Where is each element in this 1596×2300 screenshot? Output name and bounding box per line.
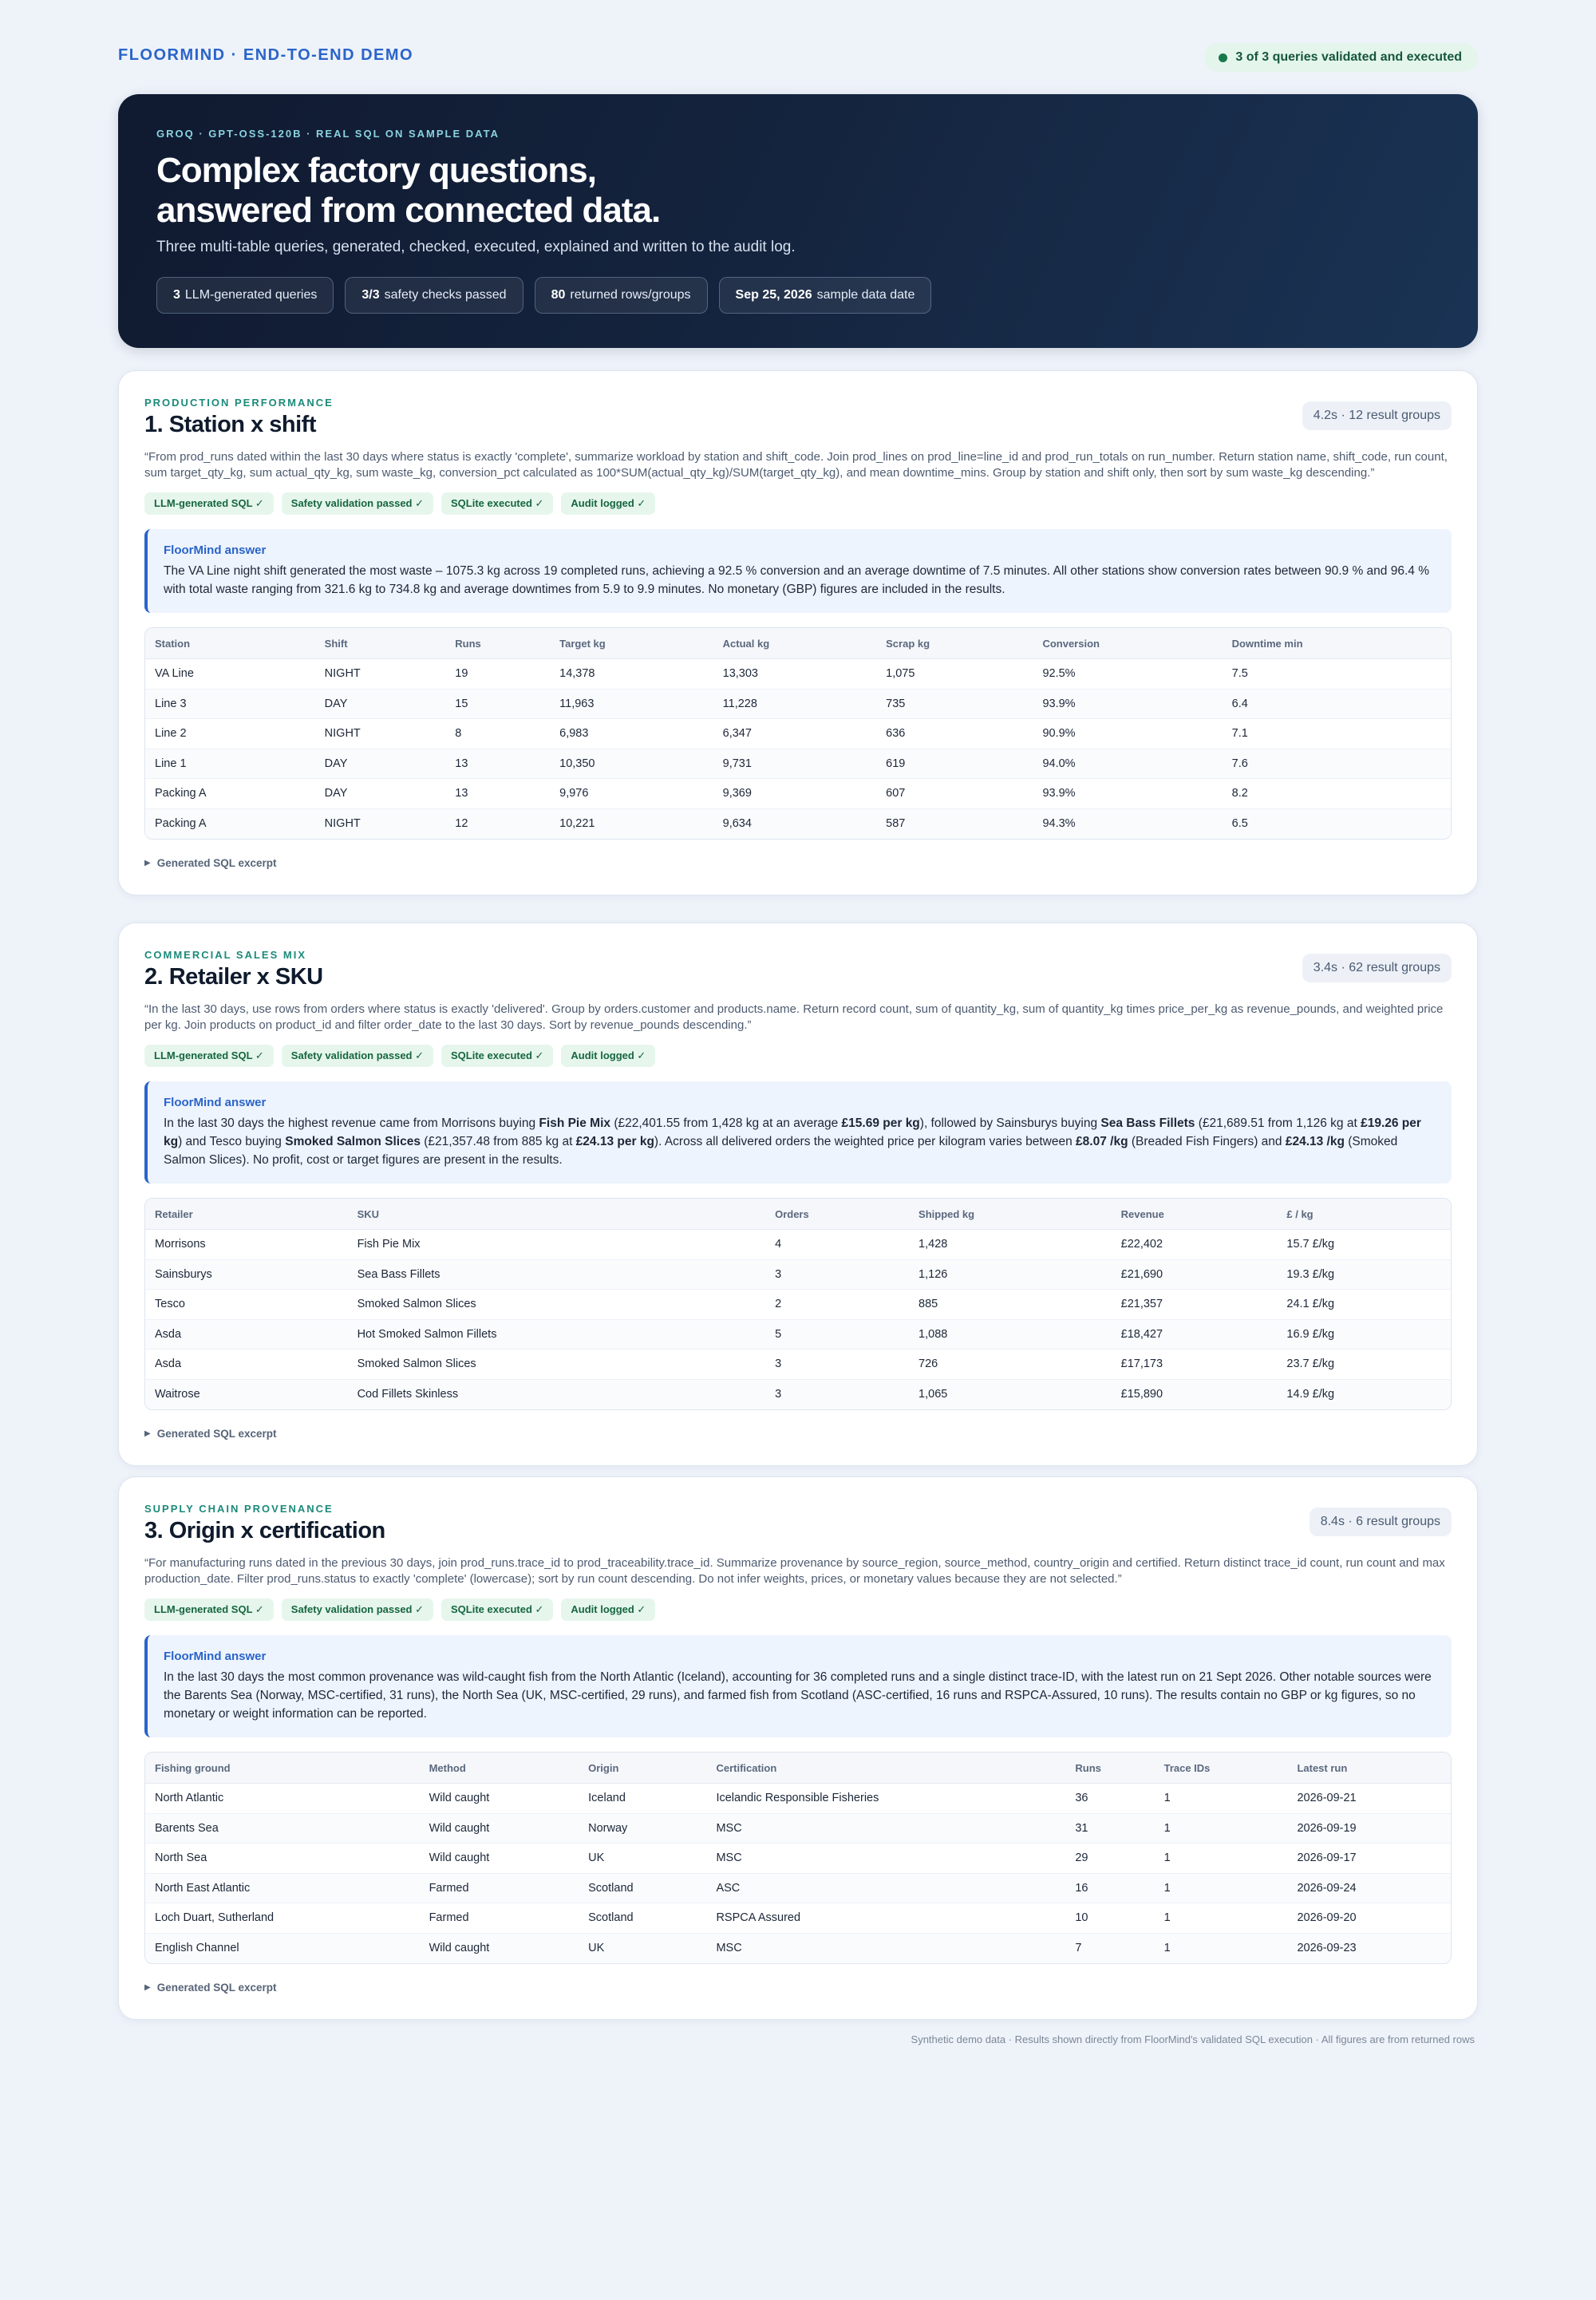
sql-excerpt-label: Generated SQL excerpt xyxy=(156,1982,277,1994)
answer-text xyxy=(164,562,1436,599)
column-header-retailer: Retailer xyxy=(145,1199,348,1230)
caret-right-icon: ▶ xyxy=(144,859,151,867)
table-cell: 1 xyxy=(1155,1934,1288,1964)
hero-stat-chips xyxy=(156,277,1440,314)
table-cell: 16.9 £/kg xyxy=(1277,1320,1451,1350)
pipeline-badges xyxy=(144,1045,1452,1067)
table-cell: Hot Smoked Salmon Fillets xyxy=(348,1320,766,1350)
table-cell: Wild caught xyxy=(420,1814,579,1844)
card-title: 1. Station x shift xyxy=(144,412,316,437)
hero-eyebrow: GROQ · GPT-OSS-120B · REAL SQL ON SAMPLE DATA xyxy=(156,128,500,140)
table-cell: 3 xyxy=(765,1260,909,1290)
table-cell: £21,690 xyxy=(1112,1260,1278,1290)
answer-segment: (£21,689.51 from 1,126 kg at xyxy=(1195,1116,1361,1130)
stat-chip-queries xyxy=(156,277,334,314)
table-cell: 13 xyxy=(445,779,550,809)
table-cell: 14,378 xyxy=(550,659,713,690)
pipeline-badges xyxy=(144,1599,1452,1621)
query-card-2 xyxy=(118,923,1478,1466)
table-row xyxy=(145,809,1451,840)
table-cell: Sea Bass Fillets xyxy=(348,1260,766,1290)
answer-title: FloorMind answer xyxy=(164,1096,267,1109)
answer-highlight: £8.07 /kg xyxy=(1076,1135,1128,1148)
table-row xyxy=(145,779,1451,809)
table-cell: MSC xyxy=(706,1934,1065,1964)
pipeline-badge-3: SQLite executed ✓ xyxy=(441,1599,553,1621)
table-cell: 10,221 xyxy=(550,809,713,840)
table-cell: 36 xyxy=(1065,1784,1154,1814)
table-cell: 735 xyxy=(876,690,1033,720)
answer-highlight: £24.13 per kg xyxy=(575,1135,654,1148)
table-cell: NIGHT xyxy=(315,809,446,840)
table-cell: 7 xyxy=(1065,1934,1154,1964)
table-cell: Iceland xyxy=(579,1784,706,1814)
table-cell: 1,126 xyxy=(909,1260,1112,1290)
query-prompt: “In the last 30 days, use rows from orders where status is exactly 'delivered'. Group by orders.customer and products.name. Return record count, sum of quantity_kg, sum of quantity_kg times price_per_kg as revenue_pounds, and weighted price per kg. Join products on product_id and filter order_date to the last 30 days. Sort by revenue_pounds descending.” xyxy=(144,1002,1444,1032)
answer-segment: In the last 30 days the highest revenue came from Morrisons buying xyxy=(164,1116,539,1130)
column-header-actual-kg: Actual kg xyxy=(713,628,877,659)
table-cell: North Sea xyxy=(145,1844,420,1874)
table-cell: 9,634 xyxy=(713,809,877,840)
pipeline-badge-4: Audit logged ✓ xyxy=(561,1045,655,1067)
table-cell: 14.9 £/kg xyxy=(1277,1380,1451,1410)
table-cell: Line 3 xyxy=(145,690,315,720)
table-row xyxy=(145,1230,1451,1260)
table-row xyxy=(145,1380,1451,1410)
query-prompt: “For manufacturing runs dated in the previous 30 days, join prod_runs.trace_id to prod_traceability.trace_id. Summarize provenance by source_region, source_method, country_origin and certified. Return distinct trace_id count, run count and max production_date. Filter prod_runs.status to exactly 'complete' (lowercase); sort by run count descending. Do not infer weights, prices, or monetary values because they are not selected.” xyxy=(144,1556,1445,1586)
answer-segment: The VA Line night shift generated the most waste – 1075.3 kg across 19 completed runs, achieving a 92.5 % conversion and an average downtime of 7.5 minutes. All other stations show conversion rates between 90.9 % and 96.4 % with total waste ranging from 321.6 kg to 734.8 kg and average downtimes from 5.9 to 9.9 minutes. No monetary (GBP) figures are included in the results. xyxy=(164,564,1429,596)
table-cell: £21,357 xyxy=(1112,1290,1278,1320)
table-cell: Asda xyxy=(145,1350,348,1380)
table-header-row xyxy=(145,1199,1451,1230)
answer-title: FloorMind answer xyxy=(164,543,267,557)
hero-subtitle: Three multi-table queries, generated, checked, executed, explained and written to the audit log. xyxy=(156,239,796,255)
table-cell: 9,731 xyxy=(713,749,877,780)
table-cell: 636 xyxy=(876,719,1033,749)
answer-panel xyxy=(144,1081,1452,1184)
table-cell: Cod Fillets Skinless xyxy=(348,1380,766,1410)
table-cell: 94.3% xyxy=(1033,809,1222,840)
table-cell: 2026-09-24 xyxy=(1287,1874,1451,1904)
table-cell: Morrisons xyxy=(145,1230,348,1260)
table-row xyxy=(145,1844,1451,1874)
table-cell: 607 xyxy=(876,779,1033,809)
table-cell: Waitrose xyxy=(145,1380,348,1410)
table-cell: Sainsburys xyxy=(145,1260,348,1290)
table-cell: Smoked Salmon Slices xyxy=(348,1350,766,1380)
answer-highlight: £24.13 /kg xyxy=(1285,1135,1345,1148)
table-row xyxy=(145,1934,1451,1964)
results-table xyxy=(144,1198,1452,1410)
table-cell: 94.0% xyxy=(1033,749,1222,780)
table-cell: 1,075 xyxy=(876,659,1033,690)
answer-title: FloorMind answer xyxy=(164,1650,267,1663)
answer-segment: (£21,357.48 from 885 kg at xyxy=(420,1135,576,1148)
answer-segment: (Smoked Salmon Slices). No profit, cost or target figures are present in the results. xyxy=(164,1135,1398,1167)
table-cell: 10,350 xyxy=(550,749,713,780)
table-cell: 1 xyxy=(1155,1844,1288,1874)
table-cell: Loch Duart, Sutherland xyxy=(145,1903,420,1934)
column-header-downtime-min: Downtime min xyxy=(1223,628,1451,659)
column-header-sku: SKU xyxy=(348,1199,766,1230)
table-cell: 23.7 £/kg xyxy=(1277,1350,1451,1380)
answer-highlight: Smoked Salmon Slices xyxy=(285,1135,421,1148)
pipeline-badge-2: Safety validation passed ✓ xyxy=(282,1599,433,1621)
table-cell: NIGHT xyxy=(315,719,446,749)
table-cell: 11,963 xyxy=(550,690,713,720)
table-cell: 4 xyxy=(765,1230,909,1260)
pipeline-badge-1: LLM-generated SQL ✓ xyxy=(144,1599,274,1621)
table-cell: Barents Sea xyxy=(145,1814,420,1844)
stat-chip-rows xyxy=(535,277,708,314)
table-cell: English Channel xyxy=(145,1934,420,1964)
column-header-revenue: Revenue xyxy=(1112,1199,1278,1230)
column-header-conversion: Conversion xyxy=(1033,628,1222,659)
status-text: 3 of 3 queries validated and executed xyxy=(1235,50,1462,64)
column-header-certification: Certification xyxy=(706,1753,1065,1784)
table-cell: 7.1 xyxy=(1223,719,1451,749)
table-cell: 8 xyxy=(445,719,550,749)
table-cell: MSC xyxy=(706,1844,1065,1874)
table-cell: DAY xyxy=(315,779,446,809)
table-cell: 1,428 xyxy=(909,1230,1112,1260)
table-cell: 15.7 £/kg xyxy=(1277,1230,1451,1260)
answer-highlight: £15.69 per kg xyxy=(841,1116,920,1130)
table-cell: 90.9% xyxy=(1033,719,1222,749)
answer-segment: In the last 30 days the most common provenance was wild-caught fish from the North Atlantic (Iceland), accounting for 36 completed runs and a single distinct trace-ID, with the latest run on 21 Sept 2026. Other notable sources were the Barents Sea (Norway, MSC-certified, 31 runs), the North Sea (UK, MSC-certified, 29 runs), and farmed fish from Scotland (ASC-certified, 16 runs and RSPCA-Assured, 10 runs). The results contain no GBP or kg figures, so no monetary or weight information can be reported. xyxy=(164,1670,1432,1721)
table-cell: UK xyxy=(579,1844,706,1874)
column-header-shift: Shift xyxy=(315,628,446,659)
table-cell: Scotland xyxy=(579,1903,706,1934)
table-cell: £15,890 xyxy=(1112,1380,1278,1410)
table-cell: Wild caught xyxy=(420,1934,579,1964)
table-cell: Line 2 xyxy=(145,719,315,749)
table-cell: 7.5 xyxy=(1223,659,1451,690)
table-cell: 13,303 xyxy=(713,659,877,690)
status-dot-icon xyxy=(1219,53,1227,62)
table-cell: Scotland xyxy=(579,1874,706,1904)
table-cell: 1 xyxy=(1155,1784,1288,1814)
results-table xyxy=(144,1752,1452,1964)
column-header-trace-ids: Trace IDs xyxy=(1155,1753,1288,1784)
pipeline-badge-2: Safety validation passed ✓ xyxy=(282,1045,433,1067)
table-cell: 9,976 xyxy=(550,779,713,809)
column-header-scrap-kg: Scrap kg xyxy=(876,628,1033,659)
chip-label: safety checks passed xyxy=(384,288,507,302)
column-header-kg: £ / kg xyxy=(1277,1199,1451,1230)
table-cell: Packing A xyxy=(145,779,315,809)
stat-chip-date xyxy=(719,277,932,314)
column-header-fishing-ground: Fishing ground xyxy=(145,1753,420,1784)
table-cell: 15 xyxy=(445,690,550,720)
table-cell: 2026-09-21 xyxy=(1287,1784,1451,1814)
answer-segment: ), followed by Sainsburys buying xyxy=(919,1116,1101,1130)
caret-right-icon: ▶ xyxy=(144,1429,151,1438)
card-eyebrow: COMMERCIAL SALES MIX xyxy=(144,949,306,961)
pipeline-badge-4: Audit logged ✓ xyxy=(561,1599,655,1621)
results-table xyxy=(144,627,1452,840)
table-cell: £18,427 xyxy=(1112,1320,1278,1350)
card-title: 3. Origin x certification xyxy=(144,1518,385,1543)
table-cell: Line 1 xyxy=(145,749,315,780)
card-eyebrow: PRODUCTION PERFORMANCE xyxy=(144,397,334,409)
chip-value: 80 xyxy=(551,288,566,302)
table-cell: 7.6 xyxy=(1223,749,1451,780)
table-cell: North Atlantic xyxy=(145,1784,420,1814)
sql-excerpt-toggle[interactable] xyxy=(144,857,1452,869)
answer-text xyxy=(164,1668,1436,1723)
sql-excerpt-toggle[interactable] xyxy=(144,1428,1452,1440)
table-cell: 726 xyxy=(909,1350,1112,1380)
table-row xyxy=(145,1874,1451,1904)
pipeline-badges xyxy=(144,492,1452,515)
table-cell: 1 xyxy=(1155,1903,1288,1934)
table-cell: Farmed xyxy=(420,1874,579,1904)
table-cell: 31 xyxy=(1065,1814,1154,1844)
stat-chip-safety xyxy=(345,277,523,314)
table-cell: 3 xyxy=(765,1380,909,1410)
chip-value: Sep 25, 2026 xyxy=(735,288,812,302)
chip-value: 3 xyxy=(173,288,180,302)
chip-label: LLM-generated queries xyxy=(184,288,318,302)
column-header-station: Station xyxy=(145,628,315,659)
table-cell: 3 xyxy=(765,1350,909,1380)
table-cell: 6.5 xyxy=(1223,809,1451,840)
table-cell: 13 xyxy=(445,749,550,780)
column-header-orders: Orders xyxy=(765,1199,909,1230)
table-cell: North East Atlantic xyxy=(145,1874,420,1904)
table-cell: 11,228 xyxy=(713,690,877,720)
card-eyebrow: SUPPLY CHAIN PROVENANCE xyxy=(144,1503,334,1515)
pipeline-badge-4: Audit logged ✓ xyxy=(561,492,655,515)
answer-highlight: Sea Bass Fillets xyxy=(1100,1116,1195,1130)
answer-panel xyxy=(144,529,1452,613)
answer-segment: (£22,401.55 from 1,428 kg at an average xyxy=(610,1116,842,1130)
table-cell: MSC xyxy=(706,1814,1065,1844)
table-cell: 1,065 xyxy=(909,1380,1112,1410)
table-row xyxy=(145,1814,1451,1844)
sql-excerpt-label: Generated SQL excerpt xyxy=(156,1428,277,1440)
table-cell: 93.9% xyxy=(1033,690,1222,720)
timing-badge: 4.2s · 12 result groups xyxy=(1302,401,1452,430)
table-cell: 885 xyxy=(909,1290,1112,1320)
table-row xyxy=(145,1320,1451,1350)
table-cell: Smoked Salmon Slices xyxy=(348,1290,766,1320)
table-cell: RSPCA Assured xyxy=(706,1903,1065,1934)
table-cell: ASC xyxy=(706,1874,1065,1904)
timing-badge: 8.4s · 6 result groups xyxy=(1310,1508,1452,1536)
query-card-3 xyxy=(118,1476,1478,2020)
table-cell: DAY xyxy=(315,690,446,720)
table-cell: 2026-09-23 xyxy=(1287,1934,1451,1964)
table-cell: Icelandic Responsible Fisheries xyxy=(706,1784,1065,1814)
table-row xyxy=(145,1260,1451,1290)
column-header-method: Method xyxy=(420,1753,579,1784)
chip-value: 3/3 xyxy=(361,288,380,302)
table-cell: 16 xyxy=(1065,1874,1154,1904)
table-cell: 2026-09-20 xyxy=(1287,1903,1451,1934)
pipeline-badge-3: SQLite executed ✓ xyxy=(441,1045,553,1067)
hero-banner xyxy=(118,94,1478,348)
pipeline-badge-3: SQLite executed ✓ xyxy=(441,492,553,515)
table-cell: 5 xyxy=(765,1320,909,1350)
table-cell: Norway xyxy=(579,1814,706,1844)
answer-segment: (Breaded Fish Fingers) and xyxy=(1128,1135,1286,1148)
table-cell: UK xyxy=(579,1934,706,1964)
caret-right-icon: ▶ xyxy=(144,1983,151,1992)
table-row xyxy=(145,690,1451,720)
table-cell: £22,402 xyxy=(1112,1230,1278,1260)
chip-label: sample data date xyxy=(816,288,915,302)
table-cell: Fish Pie Mix xyxy=(348,1230,766,1260)
table-header-row xyxy=(145,1753,1451,1784)
answer-highlight: £19.26 per kg xyxy=(164,1116,1421,1148)
table-cell: 6,347 xyxy=(713,719,877,749)
table-cell: 6,983 xyxy=(550,719,713,749)
column-header-origin: Origin xyxy=(579,1753,706,1784)
sql-excerpt-label: Generated SQL excerpt xyxy=(156,857,277,869)
pipeline-badge-2: Safety validation passed ✓ xyxy=(282,492,433,515)
table-cell: 1 xyxy=(1155,1814,1288,1844)
table-cell: Tesco xyxy=(145,1290,348,1320)
hero-title-line-2: answered from connected data. xyxy=(156,191,661,230)
table-cell: 24.1 £/kg xyxy=(1277,1290,1451,1320)
table-cell: 92.5% xyxy=(1033,659,1222,690)
table-cell: 2026-09-17 xyxy=(1287,1844,1451,1874)
answer-text xyxy=(164,1114,1436,1169)
table-cell: VA Line xyxy=(145,659,315,690)
table-row xyxy=(145,1290,1451,1320)
timing-badge: 3.4s · 62 result groups xyxy=(1302,954,1452,982)
table-cell: 29 xyxy=(1065,1844,1154,1874)
table-cell: 619 xyxy=(876,749,1033,780)
table-row xyxy=(145,1350,1451,1380)
table-cell: 2 xyxy=(765,1290,909,1320)
footer-note: Synthetic demo data · Results shown directly from FloorMind's validated SQL execution · All figures are from returned rows xyxy=(911,2033,1475,2045)
answer-highlight: Fish Pie Mix xyxy=(539,1116,611,1130)
answer-panel xyxy=(144,1635,1452,1737)
table-cell: NIGHT xyxy=(315,659,446,690)
table-cell: Packing A xyxy=(145,809,315,840)
table-cell: DAY xyxy=(315,749,446,780)
top-bar xyxy=(118,43,1478,72)
table-cell: 2026-09-19 xyxy=(1287,1814,1451,1844)
column-header-shipped-kg: Shipped kg xyxy=(909,1199,1112,1230)
table-row xyxy=(145,1784,1451,1814)
table-cell: 9,369 xyxy=(713,779,877,809)
query-card-1 xyxy=(118,370,1478,895)
table-row xyxy=(145,749,1451,780)
table-cell: 10 xyxy=(1065,1903,1154,1934)
query-prompt: “From prod_runs dated within the last 30 days where status is exactly 'complete', summarize workload by station and shift_code. Join prod_lines on prod_line=line_id and prod_run_totals on run_number. Return station name, shift_code, run count, sum target_qty_kg, sum actual_qty_kg, sum waste_kg, conversion_pct calculated as 100*SUM(actual_qty_kg)/SUM(target_qty_kg), and mean downtime_mins. Group by station and shift only, then sort by sum waste_kg descending.” xyxy=(144,450,1448,480)
pipeline-badge-1: LLM-generated SQL ✓ xyxy=(144,492,274,515)
table-cell: 1 xyxy=(1155,1874,1288,1904)
sql-excerpt-toggle[interactable] xyxy=(144,1982,1452,1994)
table-cell: 19.3 £/kg xyxy=(1277,1260,1451,1290)
table-cell: Wild caught xyxy=(420,1844,579,1874)
table-cell: 8.2 xyxy=(1223,779,1451,809)
table-cell: 587 xyxy=(876,809,1033,840)
table-header-row xyxy=(145,628,1451,659)
column-header-runs: Runs xyxy=(445,628,550,659)
brand-title: FLOORMIND · END-TO-END DEMO xyxy=(118,46,414,64)
answer-segment: ). Across all delivered orders the weighted price per kilogram varies between xyxy=(654,1135,1077,1148)
answer-segment: ) and Tesco buying xyxy=(178,1135,286,1148)
table-cell: 1,088 xyxy=(909,1320,1112,1350)
column-header-runs: Runs xyxy=(1065,1753,1154,1784)
table-cell: 19 xyxy=(445,659,550,690)
chip-label: returned rows/groups xyxy=(570,288,691,302)
table-row xyxy=(145,719,1451,749)
table-row xyxy=(145,659,1451,690)
table-row xyxy=(145,1903,1451,1934)
card-title: 2. Retailer x SKU xyxy=(144,964,323,990)
status-badge xyxy=(1204,43,1478,72)
table-cell: 6.4 xyxy=(1223,690,1451,720)
pipeline-badge-1: LLM-generated SQL ✓ xyxy=(144,1045,274,1067)
table-cell: Wild caught xyxy=(420,1784,579,1814)
table-cell: 12 xyxy=(445,809,550,840)
table-cell: 93.9% xyxy=(1033,779,1222,809)
column-header-latest-run: Latest run xyxy=(1287,1753,1451,1784)
hero-title xyxy=(156,151,811,231)
hero-title-line-1: Complex factory questions, xyxy=(156,151,597,190)
column-header-target-kg: Target kg xyxy=(550,628,713,659)
table-cell: £17,173 xyxy=(1112,1350,1278,1380)
table-cell: Asda xyxy=(145,1320,348,1350)
table-cell: Farmed xyxy=(420,1903,579,1934)
